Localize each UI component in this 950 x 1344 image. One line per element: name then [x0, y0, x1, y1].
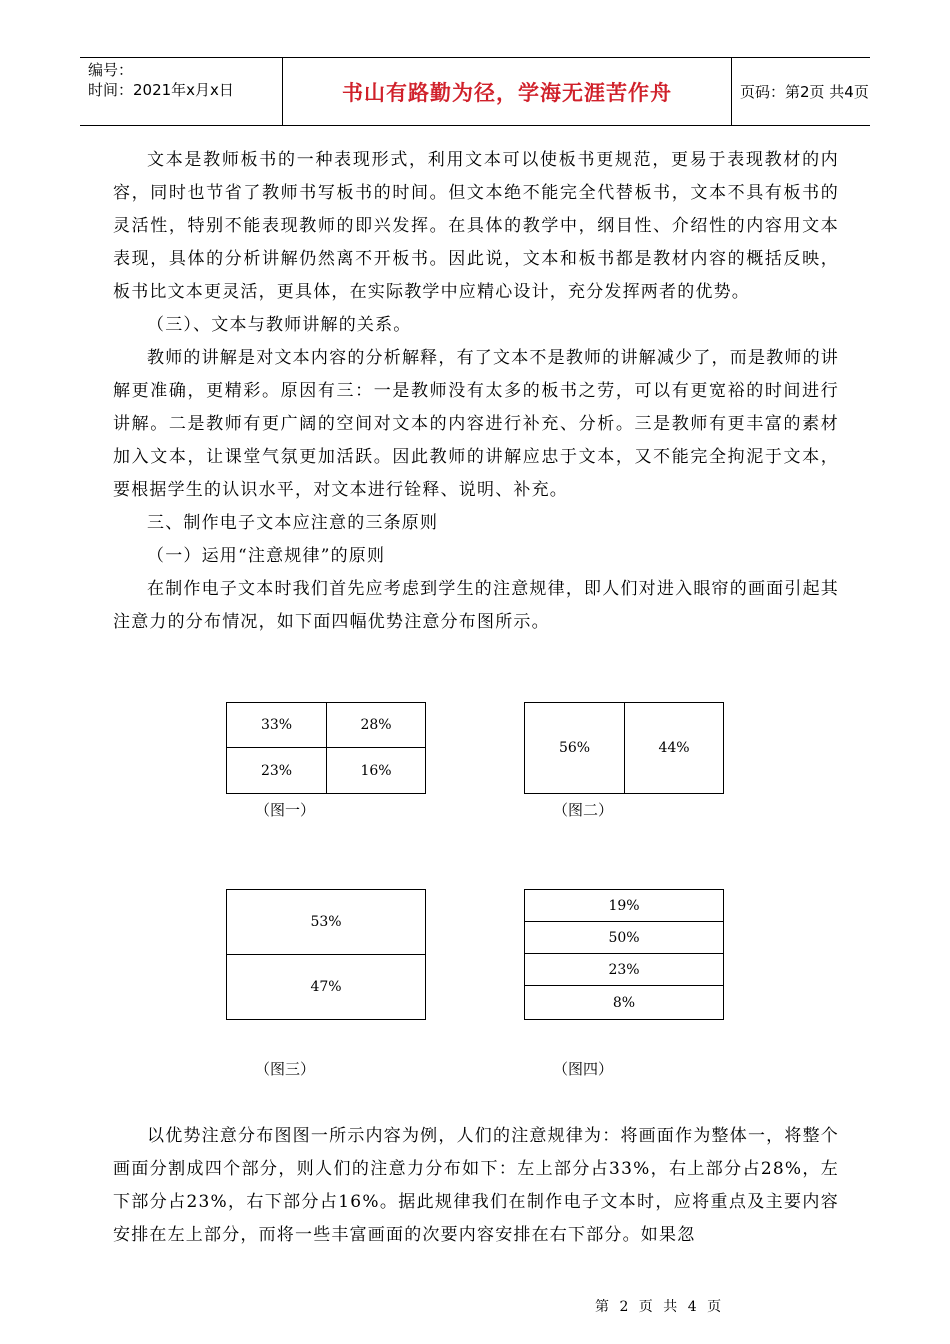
fig4-row-2: 50%: [525, 922, 723, 954]
fig3-cell-bottom: 47%: [310, 979, 342, 995]
header-page-info: 页码：第2页 共4页: [740, 83, 869, 101]
body-text-bottom: [113, 1120, 839, 1252]
fig1-cell-bottom-right: 16%: [360, 762, 392, 779]
figure-1-caption: （图一）: [255, 801, 316, 819]
section-heading: （三）、文本与教师讲解的关系。: [147, 315, 412, 335]
fig4-row-1: 19%: [525, 890, 723, 922]
figure-3: [226, 889, 426, 1020]
figure-2-caption: （图二）: [553, 801, 614, 819]
paragraph: 教师的讲解是对文本内容的分析解释，有了文本不是教师的讲解减少了，而是教师的讲解更准确，更精彩。原因有三：一是教师没有太多的板书之劳，可以有更宽裕的时间进行讲解。二是教师有更广阔的空间对文本的内容进行补充、分析。三是教师有更丰富的素材加入文本，让课堂气氛更加活跃。因此教师的讲解应忠于文本，又不能完全拘泥于文本，要根据学生的认识水平，对文本进行铨释、说明、补充。: [113, 348, 839, 500]
fig2-cell-left: 56%: [525, 703, 625, 793]
fig4-row-3: 23%: [525, 954, 723, 986]
number-label: 编号：: [88, 61, 134, 79]
header-meta: [88, 60, 234, 100]
paragraph: 以优势注意分布图图一所示内容为例，人们的注意规律为：将画面作为整体一，将整个画面分割成四个部分，则人们的注意力分布如下：左上部分占33%，右上部分占28%，左下部分占23%，右下部分占16%。据此规律我们在制作电子文本时，应将重点及主要内容安排在左上部分，而将一些丰富画面的次要内容安排在右下部分。如果忽: [113, 1126, 839, 1245]
paragraph: 在制作电子文本时我们首先应考虑到学生的注意规律，即人们对进入眼帘的画面引起其注意力的分布情况，如下面四幅优势注意分布图所示。: [113, 579, 839, 632]
paragraph: 文本是教师板书的一种表现形式，利用文本可以使板书更规范，更易于表现教材的内容，同时也节省了教师书写板书的时间。但文本绝不能完全代替板书，文本不具有板书的灵活性，特别不能表现教师的即兴发挥。在具体的教学中，纲目性、介绍性的内容用文本表现，具体的分析讲解仍然离不开板书。因此说，文本和板书都是教材内容的概括反映，板书比文本更灵活，更具体，在实际教学中应精心设计，充分发挥两者的优势。: [113, 150, 839, 302]
figure-4-caption: （图四）: [553, 1060, 614, 1078]
fig1-cell-top-left: 33%: [227, 703, 327, 748]
page-footer: 第 2 页 共 4 页: [595, 1299, 725, 1315]
section-heading: （一）运用“注意规律”的原则: [147, 546, 386, 566]
fig4-row-4: 8%: [612, 994, 636, 1011]
time-label: 时间：2021年x月x日: [88, 81, 234, 99]
figure-4: [524, 889, 724, 1020]
fig1-cell-top-right: 28%: [327, 703, 425, 748]
fig1-cell-bottom-left: 23%: [227, 748, 327, 793]
section-heading: 三、制作电子文本应注意的三条原则: [147, 513, 439, 533]
fig2-cell-right: 44%: [658, 740, 690, 756]
figure-3-caption: （图三）: [255, 1060, 316, 1078]
figure-1: [226, 702, 426, 794]
body-text-top: [113, 144, 839, 639]
fig3-cell-top: 53%: [227, 890, 425, 955]
header-motto: 书山有路勤为径，学海无涯苦作舟: [282, 58, 732, 125]
page-header: [80, 57, 870, 126]
figure-2: [524, 702, 724, 794]
